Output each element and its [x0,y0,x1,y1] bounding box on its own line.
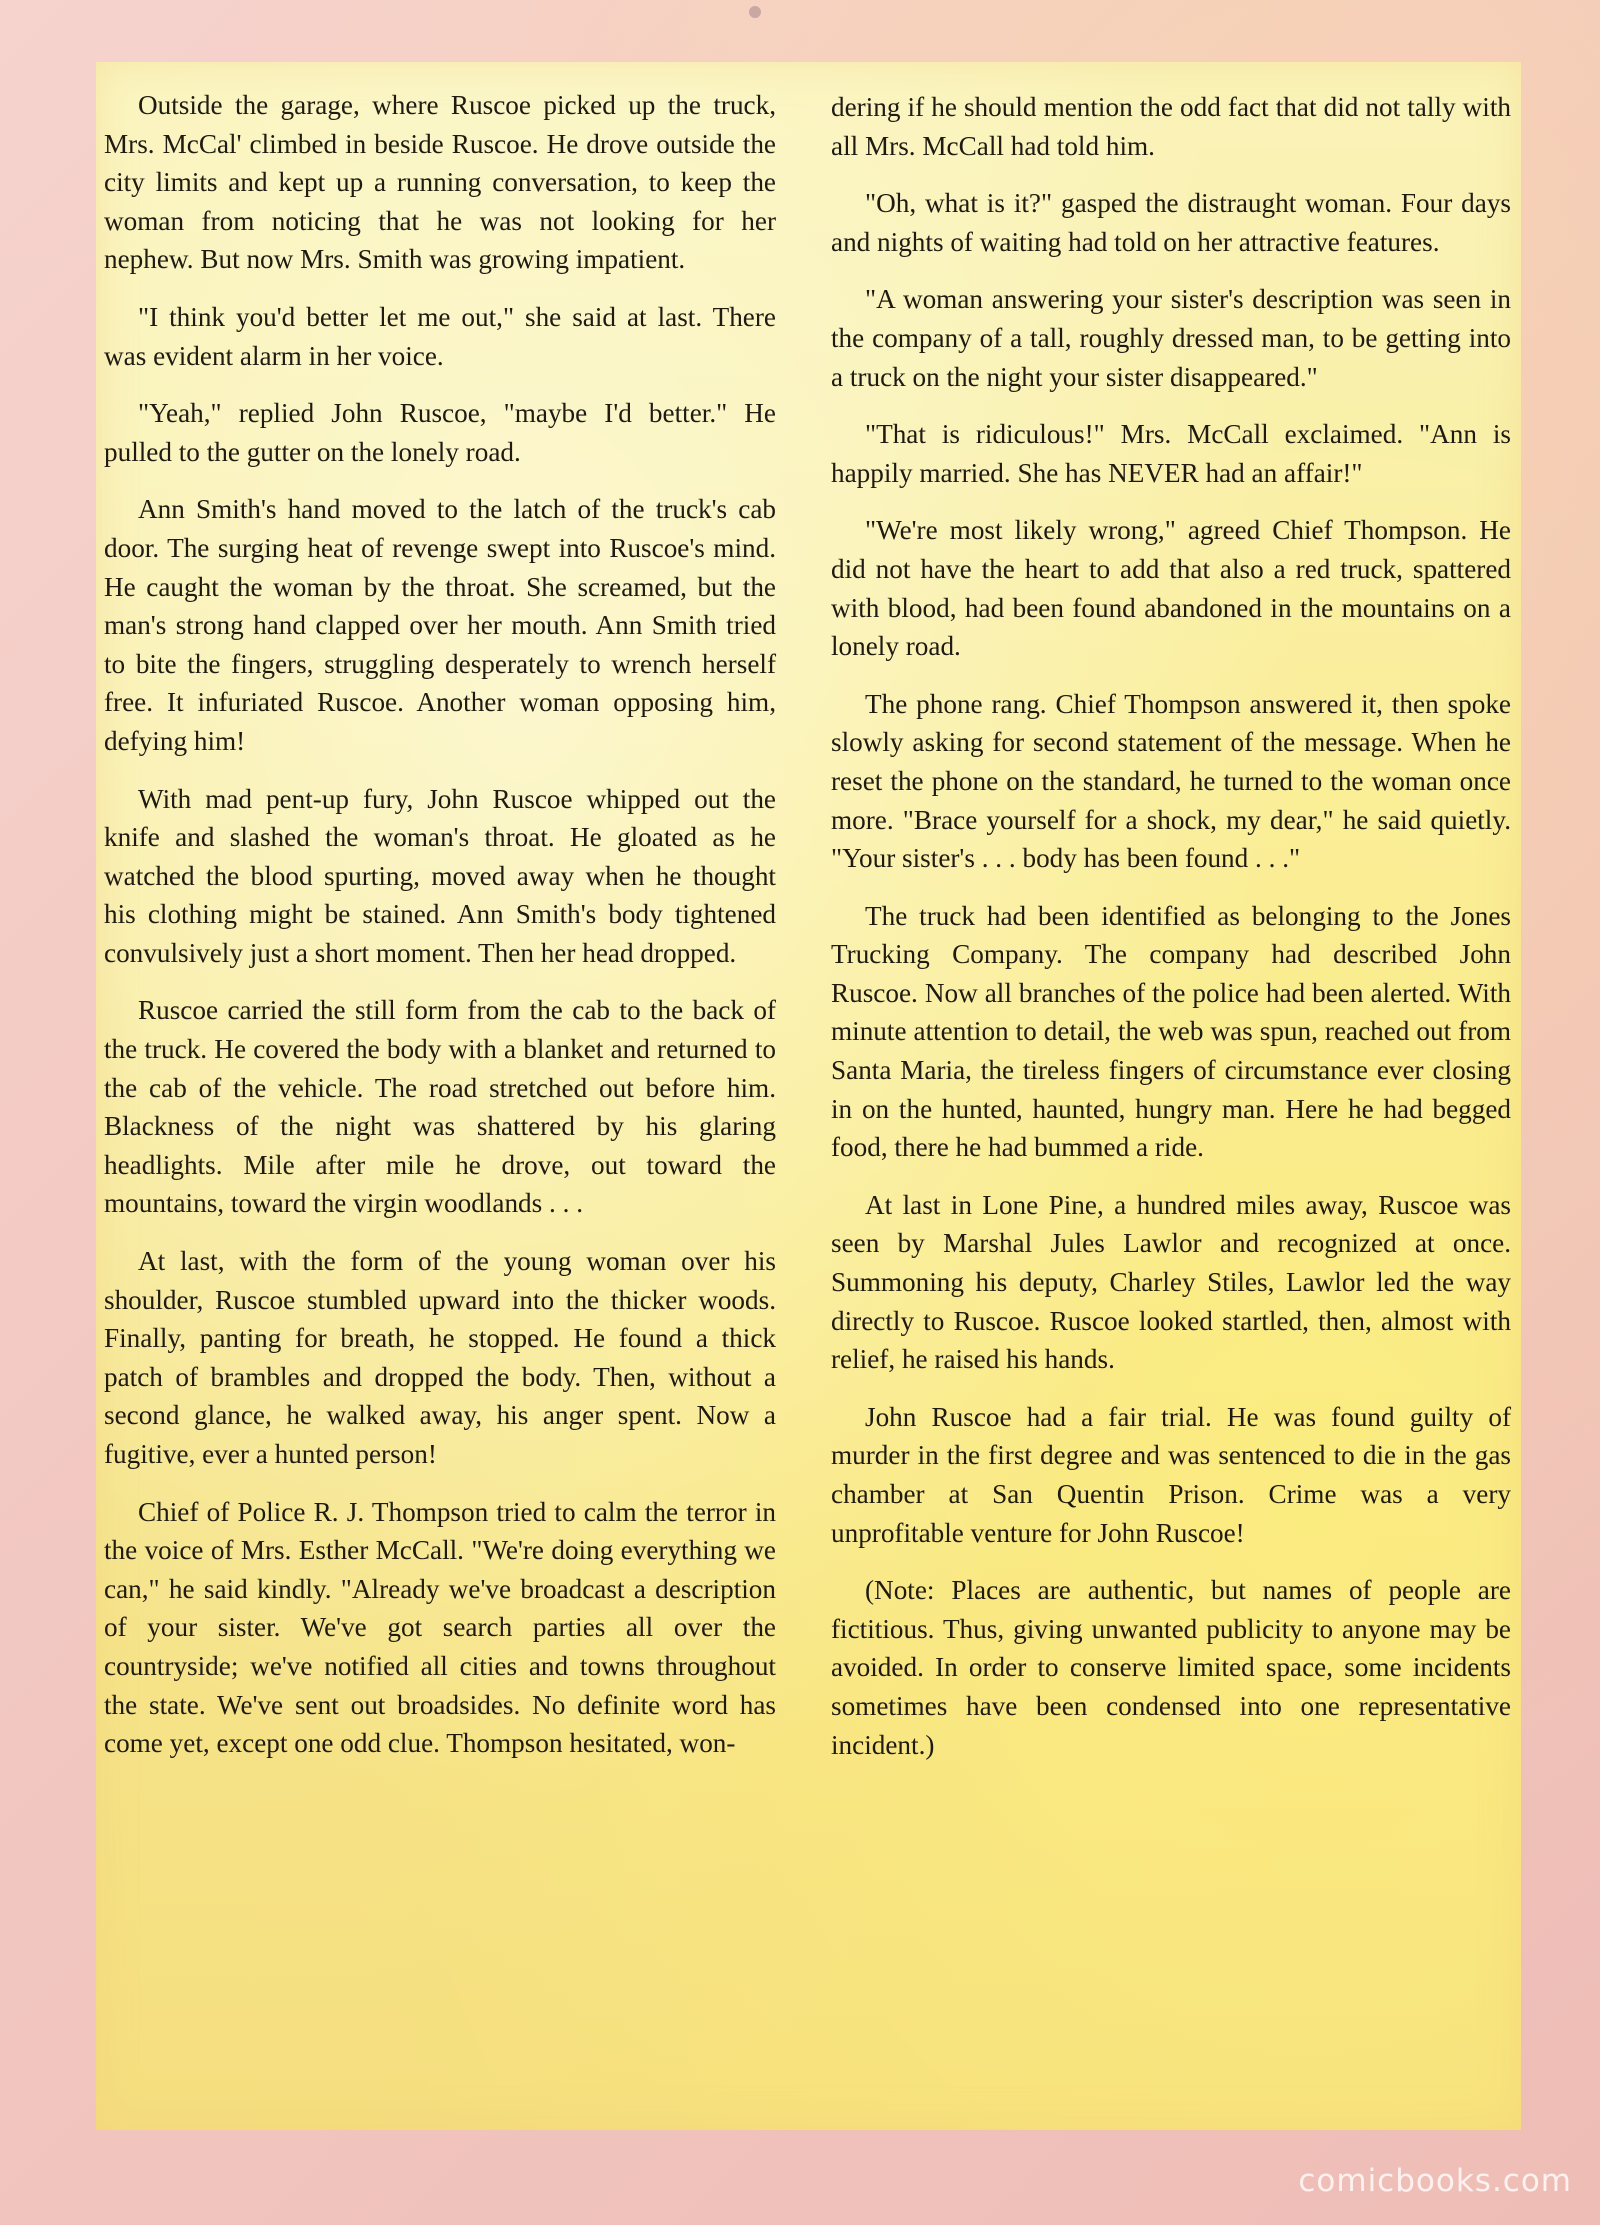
paragraph: John Ruscoe had a fair trial. He was found guilty of murder in the first degree and was sentenced to die in the gas chamber at San Quentin Prison. Crime was a very unprofitable venture for John Ruscoe! [831,1401,1511,1548]
paragraph: "A woman answering your sister's description was seen in the company of a tall, roughly dressed man, to be getting into a truck on the night your sister disappeared." [831,284,1511,392]
text-panel [96,62,1521,2130]
paragraph: "Oh, what is it?" gasped the distraught woman. Four days and nights of waiting had told on her attractive features. [831,188,1511,257]
paragraph: Ruscoe carried the still form from the cab to the back of the truck. He covered the body with a blanket and returned to the cab of the vehicle. The road stretched out before him. Blackness of the night was shattered by his glaring headlights. Mile after mile he drove, out toward the mountains, toward the virgin woodlands . . . [104,995,776,1219]
paragraph: With mad pent-up fury, John Ruscoe whipped out the knife and slashed the woman's throat. He gloated as he watched the blood spurting, moved away when he thought his clothing might be stained. Ann Smith's body tightened convulsively just a short moment. Then her head dropped. [104,783,776,968]
paragraph: "I think you'd better let me out," she said at last. There was evident alarm in her voice. [104,301,776,371]
paragraph: At last in Lone Pine, a hundred miles away, Ruscoe was seen by Marshal Jules Lawlor and recognized at once. Summoning his deputy, Charley Stiles, Lawlor led the way directly to Ruscoe. Ruscoe looked startled, then, almost with relief, he raised his hands. [831,1189,1511,1375]
left-column [104,62,776,1782]
paragraph: Outside the garage, where Ruscoe picked up the truck, Mrs. McCal' climbed in beside Ruscoe. He drove outside the city limits and kept up a running conversation, to keep the woman from noticing that he was not looking for her nephew. But now Mrs. Smith was growing impatient. [104,90,776,275]
print-mark [749,6,761,18]
right-column [831,62,1511,1783]
site-watermark: comicbooks.com [1298,2163,1572,2199]
paragraph: Chief of Police R. J. Thompson tried to calm the terror in the voice of Mrs. Esther McCall. "We're doing everything we can," he said kindly. "Already we've broadcast a description of your sister. We've got search parties all over the countryside; we've notified all cities and towns throughout the state. We've sent out broadsides. No definite word has come yet, except one odd clue. Thompson hesitated, won- [104,1496,776,1759]
paragraph: Ann Smith's hand moved to the latch of the truck's cab door. The surging heat of revenge swept into Ruscoe's mind. He caught the woman by the throat. She screamed, but the man's strong hand clapped over her mouth. Ann Smith tried to bite the fingers, struggling desperately to wrench herself free. It infuriated Ruscoe. Another woman opposing him, defying him! [104,494,776,756]
paragraph: "That is ridiculous!" Mrs. McCall exclaimed. "Ann is happily married. She has NEVER had an affair!" [831,419,1511,488]
paragraph: At last, with the form of the young woman over his shoulder, Ruscoe stumbled upward into the thicker woods. Finally, panting for breath, he stopped. He found a thick patch of brambles and dropped the body. Then, without a second glance, he walked away, his anger spent. Now a fugitive, ever a hunted person! [104,1246,776,1469]
paragraph: The truck had been identified as belonging to the Jones Trucking Company. The company had described John Ruscoe. Now all branches of the police had been alerted. With minute attention to detail, the web was spun, reached out from Santa Maria, the tireless fingers of circumstance ever closing in on the hunted, haunted, hungry man. Here he had begged food, there he had bummed a ride. [831,900,1511,1163]
paragraph: "We're most likely wrong," agreed Chief Thompson. He did not have the heart to add that also a red truck, spattered with blood, had been found abandoned in the mountains on a lonely road. [831,515,1511,662]
paragraph: "Yeah," replied John Ruscoe, "maybe I'd better." He pulled to the gutter on the lonely road. [104,398,776,467]
paragraph: (Note: Places are authentic, but names of people are fictitious. Thus, giving unwanted publicity to anyone may be avoided. In order to conserve limited space, some incidents sometimes have been condensed into one representative incident.) [831,1575,1511,1760]
paragraph-continuation: dering if he should mention the odd fact that did not tally with all Mrs. McCall had told him. [831,92,1511,161]
paragraph: The phone rang. Chief Thompson answered it, then spoke slowly asking for second statement of the message. When he reset the phone on the standard, he turned to the woman once more. "Brace yourself for a shock, my dear," he said quietly. "Your sister's . . . body has been found . . ." [831,688,1511,874]
